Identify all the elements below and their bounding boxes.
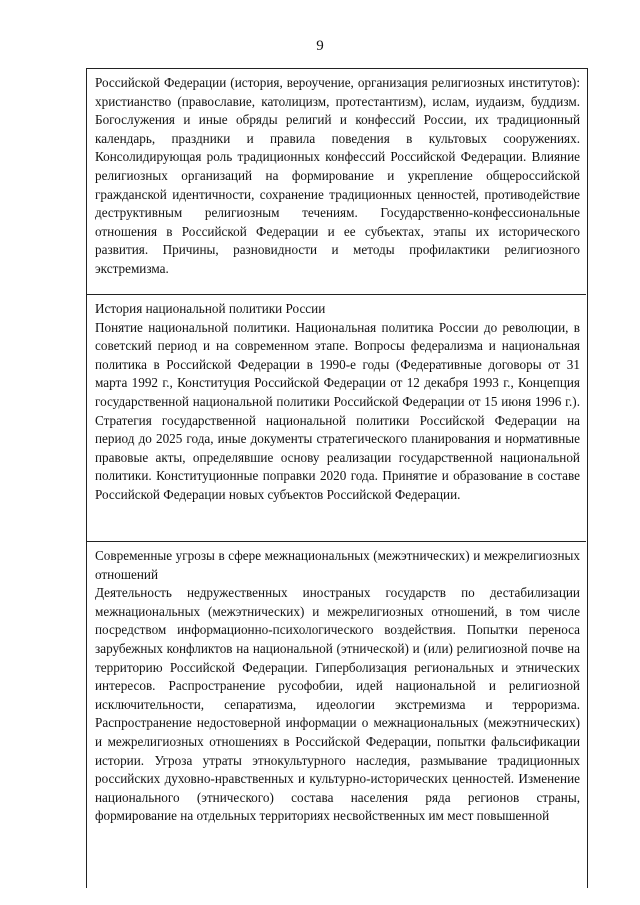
section-heading: Современные угрозы в сфере межнациональных (межэтнических) и межрелигиозных отношений bbox=[95, 548, 580, 582]
page-number: 9 bbox=[316, 38, 324, 54]
cell-body-text: Деятельность недружественных иностраных государств по дестабилизации межнациональных (межэтнических) и межрелигиозных отношений, в том числе посредством информационно-психологического воздействия. Попытки переноса зарубежных конфликтов на национальной (этнической) и (или) религиозной почве на территорию Российской Федерации. Гиперболизация региональных и этнических интересов. Распространение русофобии, идей национальной и религиозной исключительности, сепаратизма, идеологии экстремизма и терроризма. Распространение недостоверной информации о межнациональных (межэтнических) и межрелигиозных отношениях в Российской Федерации, попытки фальсификации истории. Угроза утраты этнокультурного наследия, размывание традиционных российских духовно-нравственных и культурно-исторических ценностей. Изменение национального (этнического) состава населения ряда регионов страны, формирование на отдельных территориях несвойственных им мест повышенной bbox=[95, 585, 580, 824]
cell-body-text: Понятие национальной политики. Национальная политика России до революции, в советский период и на современном этапе. Вопросы федерализма и национальная политика в Российской Федерации в 1990-е годы (Федеративные договоры от 31 марта 1992 г., Конституция Российской Федерации от 12 декабря 1993 г., Концепция государственной национальной политики Российской Федерации от 15 июня 1996 г.). Стратегия государственной национальной политики Российской Федерации на период до 2025 года, иные документы стратегического планирования и нормативные правовые акты, определявшие основу реализации государственной национальной политики. Конституционные поправки 2020 года. Принятие и образование в составе Российской Федерации новых субъектов Российской Федерации. bbox=[95, 319, 580, 502]
table-cell-religions bbox=[87, 69, 586, 295]
table-cell-national-policy-history bbox=[87, 295, 586, 542]
table-cell-modern-threats bbox=[87, 542, 586, 889]
cell-body-text: Российской Федерации (история, вероучение, организация религиозных институтов): христианство (православие, католицизм, протестантизм), ислам, иудаизм, буддизм. Богослужения и иные обряды религий и конфессий России, их традиционный календарь, праздники и правила поведения в культовых сооружениях. Консолидирующая роль традиционных конфессий Российской Федерации. Влияние религиозных организаций на формирование и укрепление общероссийской гражданской идентичности, сохранение традиционных ценностей, противодействие деструктивным религиозным течениям. Государственно-конфессиональные отношения в Российской Федерации и ее субъектах, этапы их исторического развития. Причины, разновидности и методы профилактики религиозного экстремизма. bbox=[95, 75, 580, 276]
section-heading: История национальной политики России bbox=[95, 301, 326, 316]
content-table bbox=[86, 68, 588, 888]
